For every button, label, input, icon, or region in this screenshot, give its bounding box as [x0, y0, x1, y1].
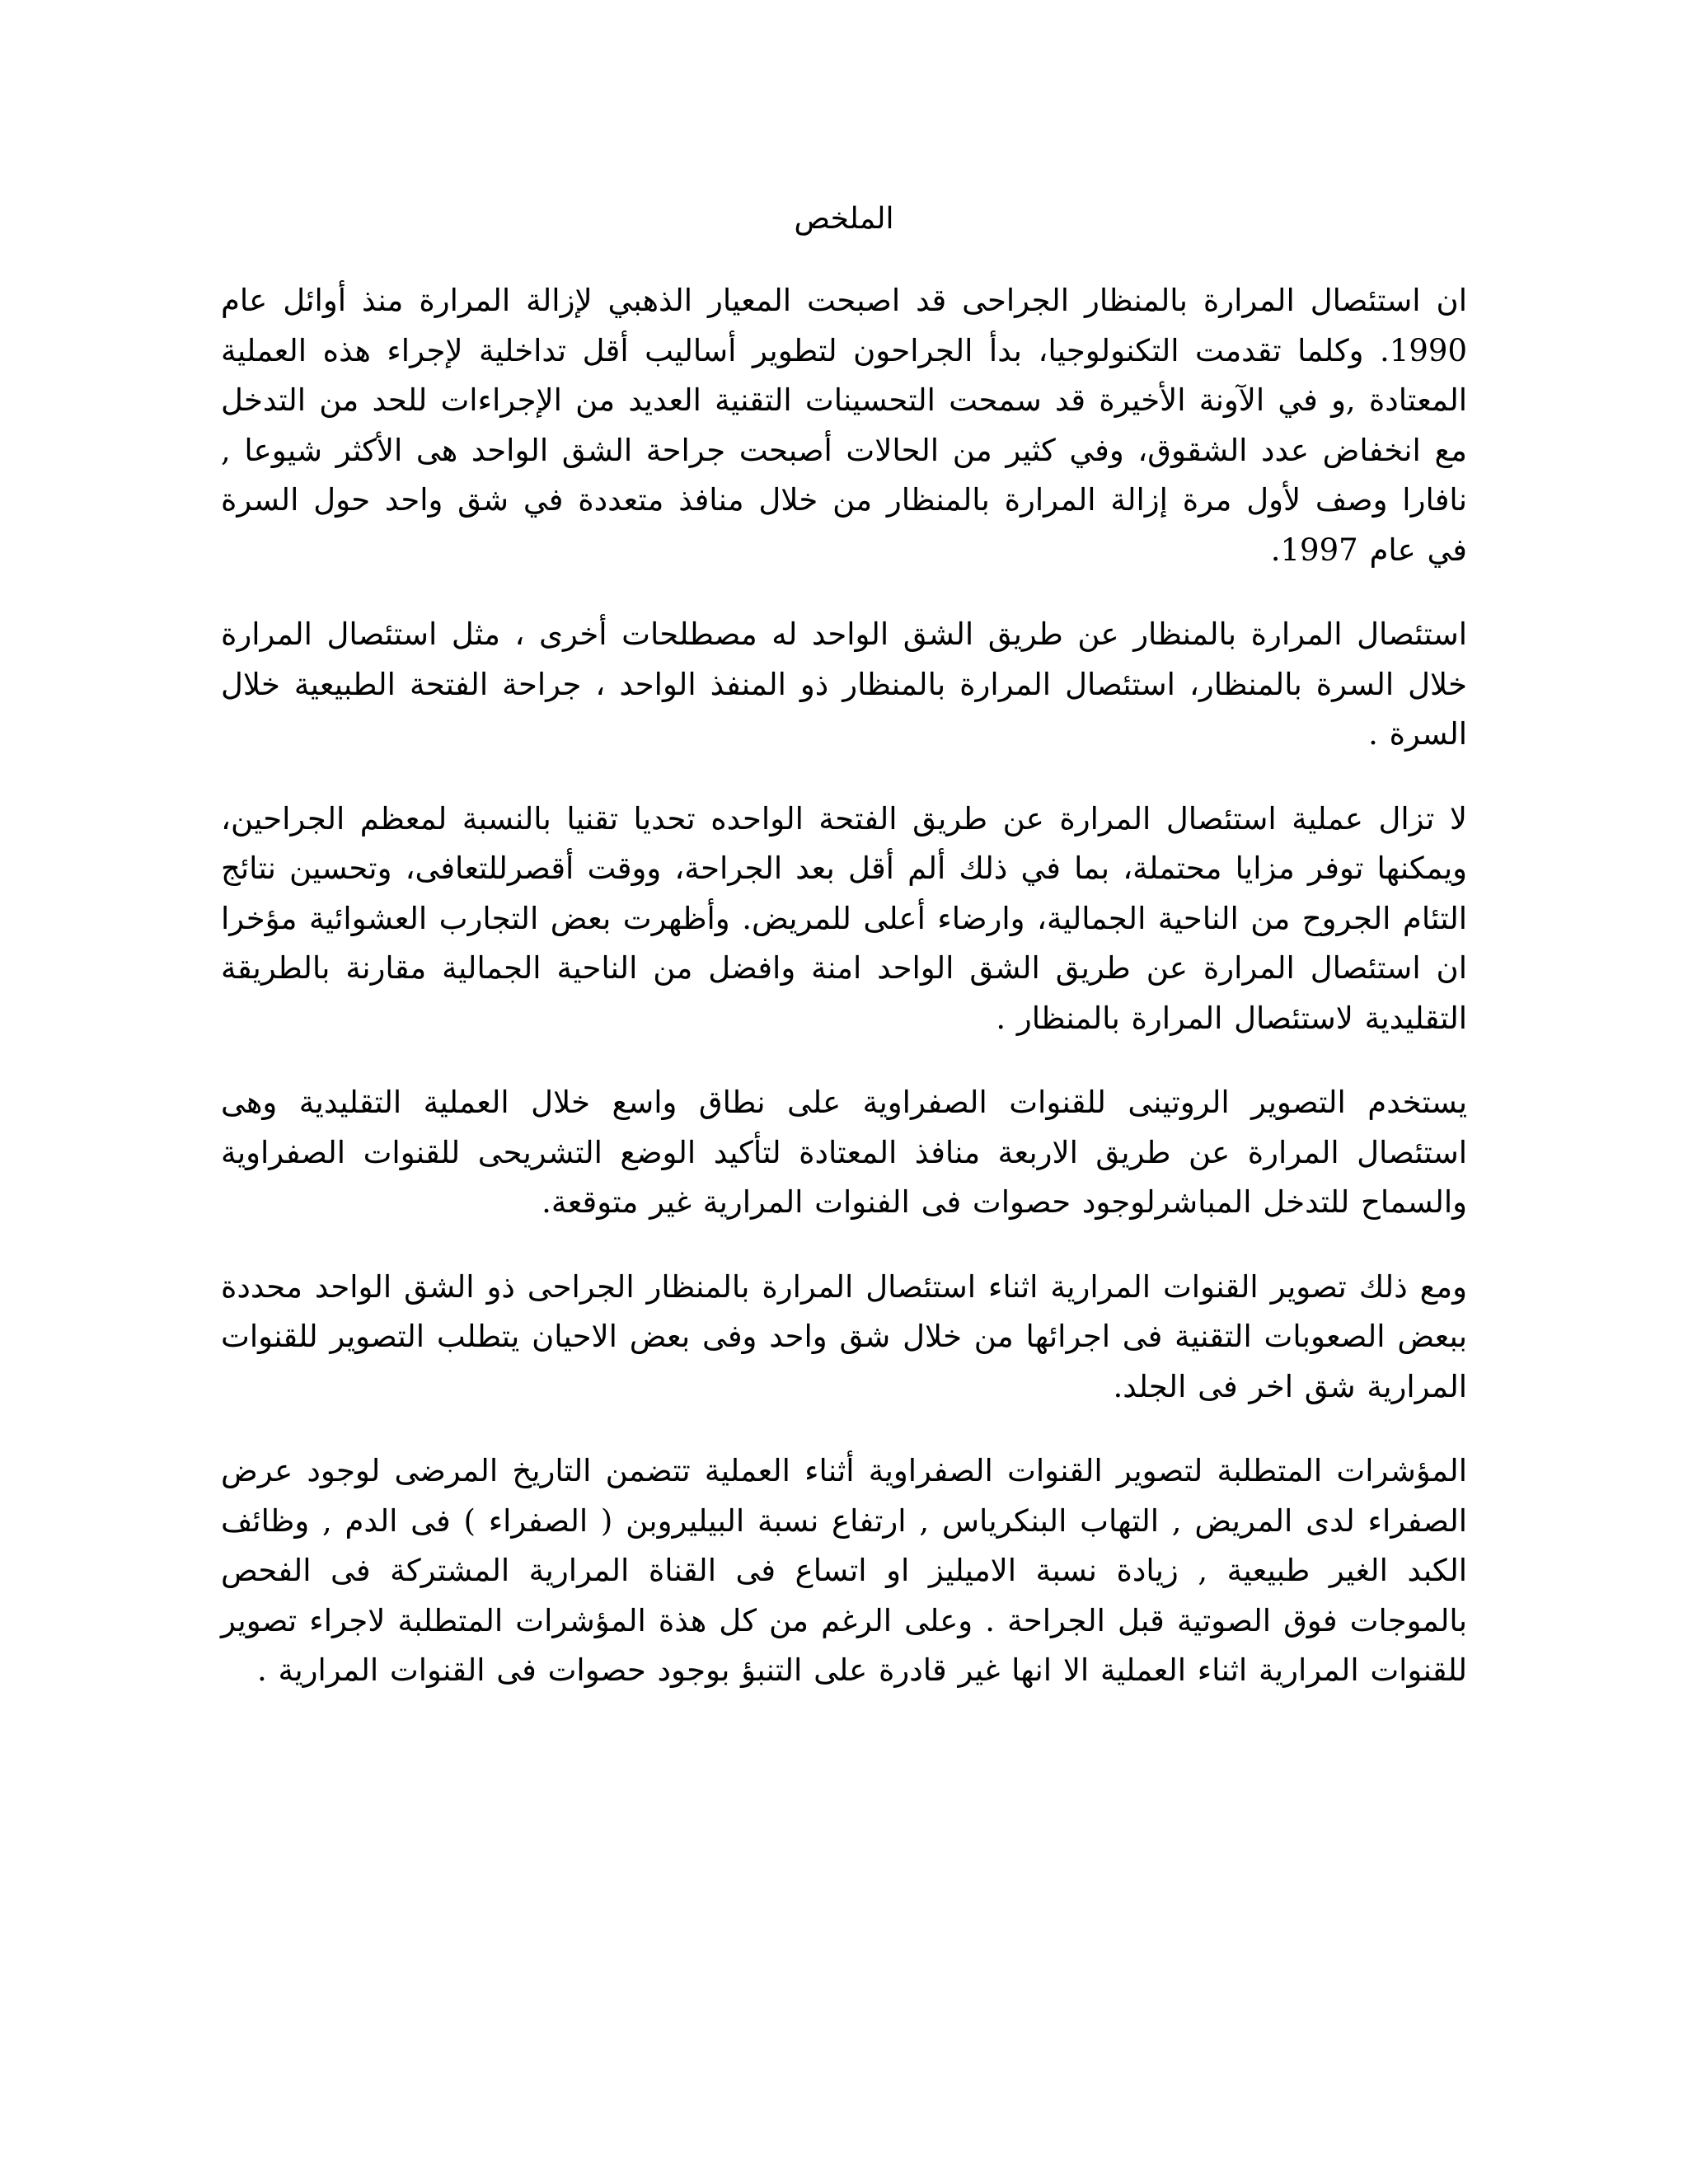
paragraph-4: يستخدم التصوير الروتينى للقنوات الصفراوية على نطاق واسع خلال العملية التقليدية وهى استئصال المرارة عن طريق الاربعة منافذ المعتادة لتأكيد الوضع التشريحى للقنوات الصفراوية والسماح للتدخل المباشرلوجود حصوات فى الفنوات المرارية غير متوقعة.: [221, 1085, 1467, 1220]
paragraph-2: استئصال المرارة بالمنظار عن طريق الشق الواحد له مصطلحات أخرى ، مثل استئصال المرارة خلال السرة بالمنظار، استئصال المرارة بالمنظار ذو المنفذ الواحد ، جراحة الفتحة الطبيعية خلال السرة .: [221, 616, 1467, 752]
document-body: [221, 276, 1467, 1731]
paragraph-3: لا تزال عملية استئصال المرارة عن طريق الفتحة الواحده تحديا تقنيا بالنسبة لمعظم الجراحين، ويمكنها توفر مزايا محتملة، بما في ذلك ألم أقل بعد الجراحة، ووقت أقصرللتعافى، وتحسين نتائج التئام الجروح من الناحية الجمالية، وارضاء أعلى للمريض. وأظهرت بعض التجارب العشوائية مؤخرا ان استئصال المرارة عن طريق الشق الواحد امنة وافضل من الناحية الجمالية مقارنة بالطريقة التقليدية لاستئصال المرارة بالمنظار .: [221, 800, 1467, 1036]
document-title: الملخص: [794, 202, 894, 236]
paragraph-5: ومع ذلك تصوير القنوات المرارية اثناء استئصال المرارة بالمنظار الجراحى ذو الشق الواحد محددة ببعض الصعوبات التقنية فى اجرائها من خلال شق واحد وفى بعض الاحيان يتطلب التصوير للقنوات المرارية شق اخر فى الجلد.: [221, 1268, 1467, 1404]
paragraph-1: ان استئصال المرارة بالمنظار الجراحى قد اصبحت المعيار الذهبي لإزالة المرارة منذ أوائل عام 1990. وكلما تقدمت التكنولوجيا، بدأ الجراحون لتطوير أساليب أقل تداخلية لإجراء هذه العملية المعتادة ,و في الآونة الأخيرة قد سمحت التحسينات التقنية العديد من الإجراءات للحد من التدخل مع انخفاض عدد الشقوق، وفي كثير من الحالات أصبحت جراحة الشق الواحد هى الأكثر شيوعا , نافارا وصف لأول مرة إزالة المرارة بالمنظار من خلال منافذ متعددة في شق واحد حول السرة في عام 1997.: [221, 283, 1467, 568]
paragraph-6: المؤشرات المتطلبة لتصوير القنوات الصفراوية أثناء العملية تتضمن التاريخ المرضى لوجود عرض الصفراء لدى المريض , التهاب البنكرياس , ارتفاع نسبة البيليروبن ( الصفراء ) فى الدم , وظائف الكبد الغير طبيعية , زيادة نسبة الاميليز او اتساع فى القناة المرارية المشتركة فى الفحص بالموجات فوق الصوتية قبل الجراحة . وعلى الرغم من كل هذة المؤشرات المتطلبة لاجراء تصوير للقنوات المرارية اثناء العملية الا انها غير قادرة على التنبؤ بوجود حصوات فى القنوات المرارية .: [221, 1453, 1467, 1688]
